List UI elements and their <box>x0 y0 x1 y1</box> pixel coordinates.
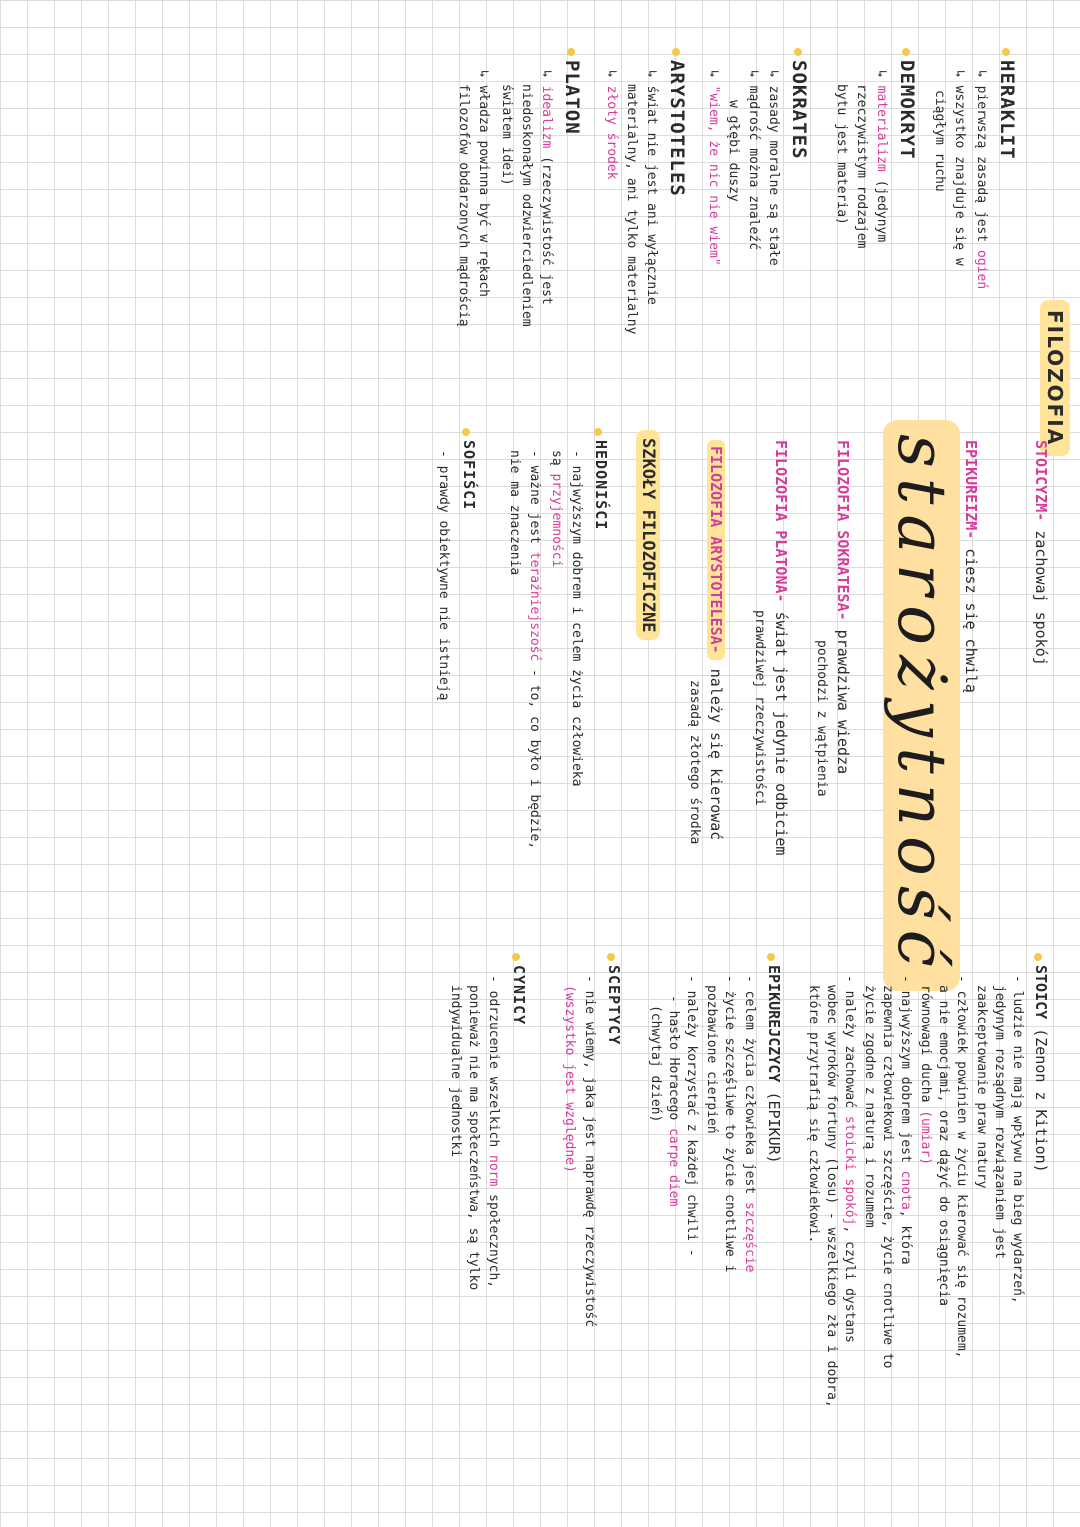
cynicy-line-3: indywidualne jednostki <box>448 985 463 1158</box>
heraklit-line-3: ciągłym ruchu <box>932 90 947 192</box>
bullet-dot <box>672 48 680 56</box>
demokryt-line-2: rzeczywistym rodzajem <box>854 84 869 249</box>
epikurejczycy-line-1: - celem życia człowieka jest szczęście <box>742 975 757 1273</box>
hedonisci-heading: HEDONIŚCI <box>592 440 610 531</box>
bullet-dot <box>1002 48 1010 56</box>
stoicy-line-8: zapewnia człowiekowi szczęście, życie cnotliwe to <box>880 985 895 1369</box>
platon-heading: PLATON <box>561 60 583 135</box>
epikurejczycy-line-3: pozbawione cierpień <box>704 985 719 1134</box>
sokrates-line-3: w głębi duszy <box>726 100 741 202</box>
stoicy-heading: STOICY (Zenon z Kition) <box>1032 965 1050 1173</box>
cynicy-line-2: ponieważ nie ma społeczeństwa, są tylko <box>466 985 481 1291</box>
platona-line-1: FILOZOFIA PLATONA- świat jest jedynie odbiciem <box>772 440 790 856</box>
stoicy-line-5: a nie emocjami, oraz dążyć do osiągnięcia <box>936 985 951 1306</box>
sceptycy-line-1: - nie wiemy, jaka jest naprawdę rzeczywistość <box>582 975 597 1328</box>
platon-line-1: ↳ idealizm (rzeczywistość jest <box>539 70 554 305</box>
bullet-dot <box>607 953 615 961</box>
stoicy-line-9: życie zgodne z naturą i rozumem <box>862 985 877 1228</box>
stoicy-line-3: zaakceptowanie praw natury <box>974 985 989 1189</box>
arystoteles-heading: ARYSTOTELES <box>666 60 688 197</box>
demokryt-line-1: ↳ materializm (jedynym <box>874 70 889 243</box>
bullet-dot <box>902 48 910 56</box>
platon-line-5: filozofów obdarzonych mądrością <box>456 84 471 327</box>
epikurejczycy-line-6: (chwytaj dzień) <box>648 1005 663 1123</box>
epikurejczycy-line-5: - hasło Horacego carpe diem <box>666 995 681 1207</box>
stoicyzm-line: STOICYZM- zachowaj spokój <box>1032 440 1050 666</box>
hedonisci-line-4: nie ma znaczenia <box>507 450 522 576</box>
bullet-dot <box>462 428 470 436</box>
stoicy-line-12: które przytrafią się człowiekowi. <box>806 985 821 1244</box>
hedonisci-line-3: - ważne jest teraźniejszość - to, co było i będzie, <box>527 450 542 850</box>
demokryt-line-3: bytu jest materia) <box>834 84 849 225</box>
arystoteles-line-2: materialny, ani tylko materialny <box>624 84 639 335</box>
epikurejczycy-line-4: - należy korzystać z każdej chwili - <box>684 975 699 1257</box>
sceptycy-line-2: (wszystko jest względne) <box>562 985 577 1173</box>
bullet-dot <box>512 953 520 961</box>
platon-line-2: niedoskonałym odzwierciedleniem <box>519 84 534 327</box>
hedonisci-line-2: są przyjemności <box>549 450 564 568</box>
arystotelesa-line-2: zasadą złotego środka <box>687 680 702 845</box>
bullet-dot <box>794 48 802 56</box>
cynicy-line-1: - odrzucenie wszelkich norm społecznych, <box>486 975 501 1289</box>
heraklit-line-1: ↳ pierwszą zasadą jest ogień <box>974 70 989 290</box>
arystotelesa-line-1: FILOZOFIA ARYSTOTELESA- należy się kierować <box>707 440 725 840</box>
sokratesa-line-1: FILOZOFIA SOKRATESA- prawdziwa wiedza <box>834 440 852 775</box>
epikureizm-line: EPIKUREIZM- ciesz się chwilą <box>962 440 980 693</box>
sokrates-heading: SOKRATES <box>788 60 810 160</box>
sofisci-heading: SOFIŚCI <box>460 440 478 511</box>
platon-line-4: ↳ władza powinna być w rękach <box>476 70 491 297</box>
sokrates-line-4: ↳ "wiem, że nic nie wiem" <box>706 70 721 266</box>
stoicy-line-11: wobec wyroków fortuny (losu) - wszelkiego zła i dobra, <box>824 985 839 1408</box>
sokrates-line-2: ↳ mądrość można znaleźć <box>746 70 761 251</box>
schools-heading: SZKOŁY FILOZOFICZNE <box>636 430 660 640</box>
hedonisci-line-1: - najwyższym dobrem i celem życia człowieka <box>569 450 584 787</box>
stoicy-line-7: - najwyższym dobrem jest cnota, która <box>898 975 913 1265</box>
bullet-dot <box>1034 953 1042 961</box>
stoicy-line-2: jedynym rozsądnym rozwiązaniem jest <box>992 985 1007 1259</box>
platona-line-2: prawdziwej rzeczywistości <box>752 610 767 806</box>
epikurejczycy-line-2: - życie szczęśliwe to życie cnotliwe i <box>722 975 737 1273</box>
platon-line-3: światem idei) <box>499 84 514 186</box>
stoicy-line-1: - ludzie nie mają wpływu na bieg wydarzeń, <box>1010 975 1025 1304</box>
sceptycy-heading: SCEPTYCY <box>605 965 623 1046</box>
bullet-dot <box>567 48 575 56</box>
stoicy-line-6: równowagi ducha (umiar) <box>918 985 933 1166</box>
arystoteles-line-3: ↳ złoty środek <box>604 70 619 180</box>
bullet-dot <box>594 428 602 436</box>
era-title: starożytność <box>883 420 960 991</box>
bullet-dot <box>767 953 775 961</box>
sokratesa-line-2: pochodzi z wątpienia <box>814 640 829 797</box>
sokrates-line-1: ↳ zasady moralne są stałe <box>766 70 781 266</box>
heraklit-heading: HERAKLIT <box>996 60 1018 160</box>
sofisci-line-1: - prawdy obiektywne nie istnieją <box>436 450 451 701</box>
stoicy-line-10: - należy zachować stoicki spokój, czyli dystans <box>842 975 857 1343</box>
epikurejczycy-heading: EPIKUREJCZYCY (EPIKUR) <box>765 965 783 1164</box>
heraklit-line-2: ↳ wszystko znajduje się w <box>952 70 967 266</box>
demokryt-heading: DEMOKRYT <box>896 60 918 160</box>
page-title: FILOZOFIA <box>1040 300 1070 456</box>
cynicy-heading: CYNICY <box>510 965 528 1026</box>
stoicy-line-4: - człowiek powinien w życiu kierować się rozumem, <box>954 975 969 1359</box>
arystoteles-line-1: ↳ świat nie jest ani wyłącznie <box>644 70 659 305</box>
